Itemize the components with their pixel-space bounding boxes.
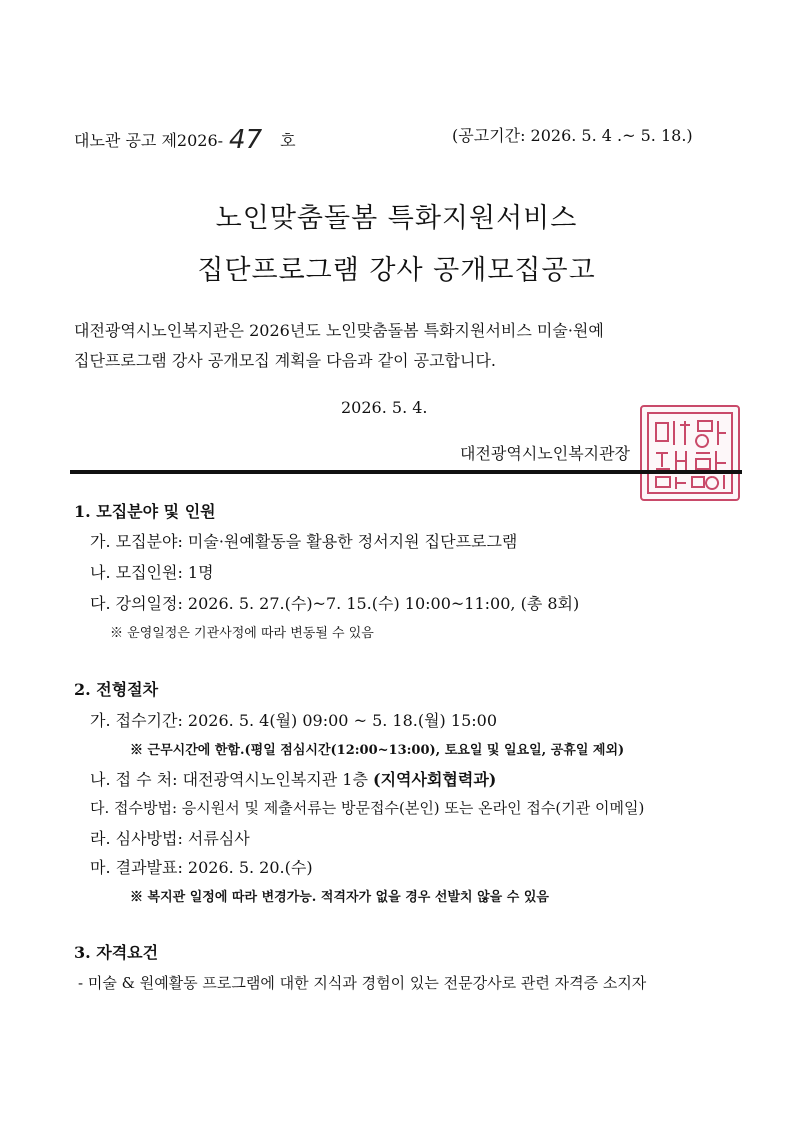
notice-number xyxy=(74,123,296,153)
notice-number-prefix: 대노관 공고 제2026- xyxy=(74,131,224,150)
section-1-heading: 1. 모집분야 및 인원 xyxy=(74,502,216,521)
seal-glyphs xyxy=(642,407,738,499)
section-1-item-b: 나. 모집인원: 1명 xyxy=(90,563,214,582)
section-2-item-e-note: ※ 복지관 일정에 따라 변경가능. 적격자가 없을 경우 선발치 않을 수 있음 xyxy=(130,890,549,905)
section-2-item-b-text: 나. 접 수 처: 대전광역시노인복지관 1층 xyxy=(90,770,374,789)
section-2-item-a-note: ※ 근무시간에 한함.(평일 점심시간(12:00~13:00), 토요일 및 일요일, 공휴일 제외) xyxy=(130,743,625,758)
section-2-heading: 2. 전형절차 xyxy=(74,680,159,699)
section-2-item-d: 라. 심사방법: 서류심사 xyxy=(90,829,250,848)
section-2-item-c: 다. 접수방법: 응시원서 및 제출서류는 방문접수(본인) 또는 온라인 접수(기관 이메일) xyxy=(90,799,645,817)
intro-line-2: 집단프로그램 강사 공개모집 계획을 다음과 같이 공고합니다. xyxy=(74,351,497,370)
section-2-item-b-dept: (지역사회협력과) xyxy=(373,770,497,789)
notice-period: (공고기간: 2026. 5. 4 .~ 5. 18.) xyxy=(452,126,693,145)
section-1-item-a: 가. 모집분야: 미술·원예활동을 활용한 정서지원 집단프로그램 xyxy=(90,532,518,551)
section-1-note: ※ 운영일정은 기관사정에 따라 변동될 수 있음 xyxy=(110,626,374,641)
section-3-heading: 3. 자격요건 xyxy=(74,943,159,962)
issuer-name: 대전광역시노인복지관장 xyxy=(460,444,631,463)
official-seal xyxy=(640,405,740,501)
notice-date: 2026. 5. 4. xyxy=(341,398,428,417)
section-2-item-b xyxy=(90,767,496,790)
section-2-item-e: 마. 결과발표: 2026. 5. 20.(수) xyxy=(90,858,313,877)
section-2-item-a: 가. 접수기간: 2026. 5. 4(월) 09:00 ~ 5. 18.(월) 15:00 xyxy=(90,711,497,730)
section-divider xyxy=(70,470,742,474)
notice-number-handwritten: 47 xyxy=(229,125,263,155)
title-line-2: 집단프로그램 강사 공개모집공고 xyxy=(197,255,596,286)
section-1-item-c: 다. 강의일정: 2026. 5. 27.(수)~7. 15.(수) 10:00~11:00, (총 8회) xyxy=(90,594,580,613)
notice-number-suffix: 호 xyxy=(280,131,296,150)
section-3-item: - 미술 & 원예활동 프로그램에 대한 지식과 경험이 있는 전문강사로 관련 자격증 소지자 xyxy=(78,974,647,992)
title-line-1: 노인맞춤돌봄 특화지원서비스 xyxy=(215,203,578,234)
intro-line-1: 대전광역시노인복지관은 2026년도 노인맞춤돌봄 특화지원서비스 미술·원예 xyxy=(74,321,604,340)
